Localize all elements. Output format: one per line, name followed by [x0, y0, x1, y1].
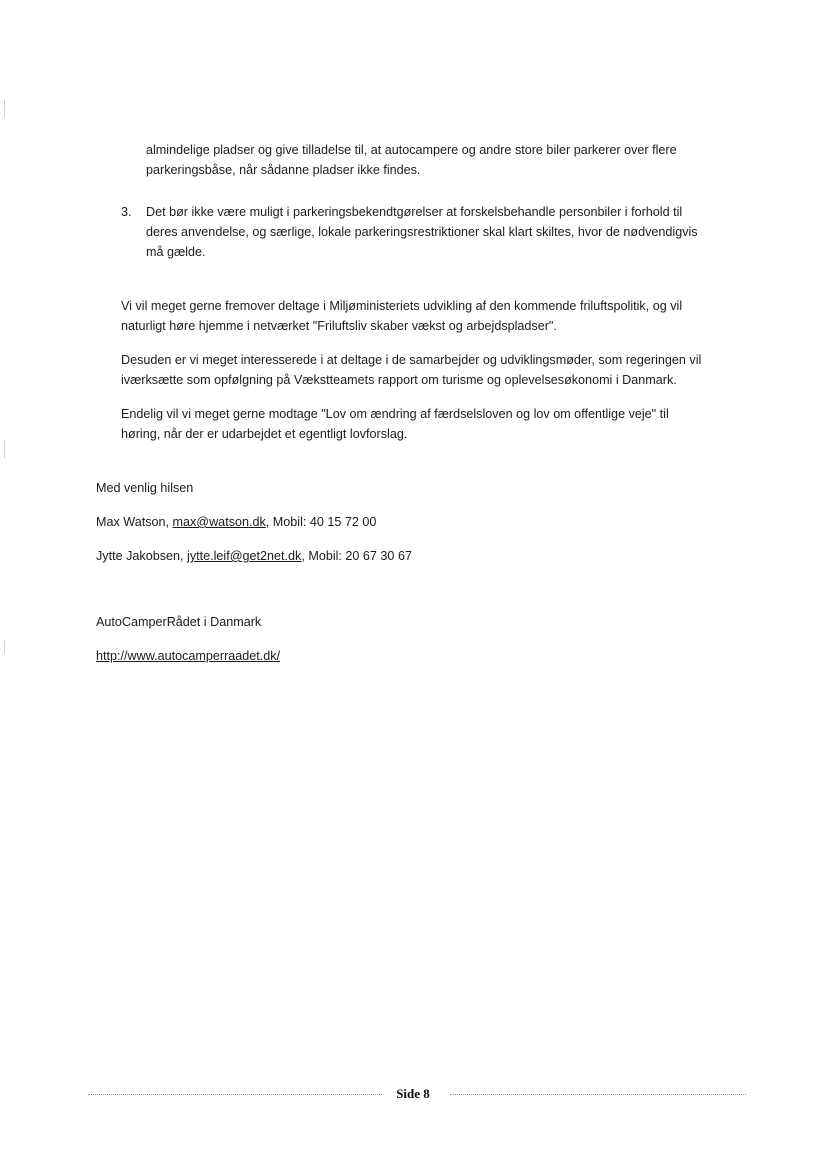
- footer-rule-right: [450, 1094, 746, 1095]
- text-line: naturligt høre hjemme i netværket "Friluftsliv skaber vækst og arbejdspladser".: [121, 319, 557, 333]
- email-link[interactable]: max@watson.dk: [172, 515, 266, 529]
- text-line: Det bør ikke være muligt i parkeringsbekendtgørelser at forskelsbehandle personbiler i forhold til: [146, 205, 683, 219]
- text-line: Desuden er vi meget interesserede i at deltage i de samarbejder og udviklingsmøder, som regeringen vil: [121, 353, 702, 367]
- footer-rule-left: [88, 1094, 382, 1095]
- paragraph-friluftspolitik: [121, 296, 682, 336]
- text-line: almindelige pladser og give tilladelse til, at autocampere og andre store biler parkerer over flere: [146, 143, 677, 157]
- text-line: iværksætte som opfølgning på Vækstteamets rapport om turisme og oplevelsesøkonomi i Danmark.: [121, 373, 677, 387]
- contact-max-watson: [96, 512, 376, 532]
- text-line: parkeringsbåse, når sådanne pladser ikke findes.: [146, 163, 421, 177]
- email-link[interactable]: jytte.leif@get2net.dk: [187, 549, 302, 563]
- website-link[interactable]: http://www.autocamperraadet.dk/: [96, 649, 281, 663]
- text-line: deres anvendelse, og særlige, lokale parkeringsrestriktioner skal klart skiltes, hvor de nødvendigvis: [146, 225, 698, 239]
- list-item-2-continuation: [146, 140, 677, 180]
- scan-edge-mark: [4, 440, 5, 458]
- contact-jytte-jakobsen: [96, 546, 412, 566]
- list-item-3: [146, 202, 698, 262]
- contact-phone: , Mobil: 20 67 30 67: [301, 549, 412, 563]
- list-item-3-number: 3.: [121, 205, 132, 219]
- page-number: Side 8: [396, 1086, 430, 1101]
- paragraph-samarbejder: [121, 350, 701, 390]
- contact-name: Max Watson,: [96, 515, 173, 529]
- paragraph-hoering: [121, 404, 669, 444]
- text-line: må gælde.: [146, 245, 206, 259]
- contact-name: Jytte Jakobsen,: [96, 549, 188, 563]
- text-line: Endelig vil vi meget gerne modtage "Lov om ændring af færdselsloven og lov om offentlige veje" til: [121, 407, 669, 421]
- organization-name: AutoCamperRådet i Danmark: [96, 615, 262, 629]
- text-line: høring, når der er udarbejdet et egentligt lovforslag.: [121, 427, 408, 441]
- scan-edge-mark: [4, 640, 5, 654]
- text-line: Vi vil meget gerne fremover deltage i Miljøministeriets udvikling af den kommende friluftspolitik, og vil: [121, 299, 683, 313]
- greeting: Med venlig hilsen: [96, 481, 194, 495]
- scan-edge-mark: [4, 100, 5, 118]
- contact-phone: , Mobil: 40 15 72 00: [265, 515, 377, 529]
